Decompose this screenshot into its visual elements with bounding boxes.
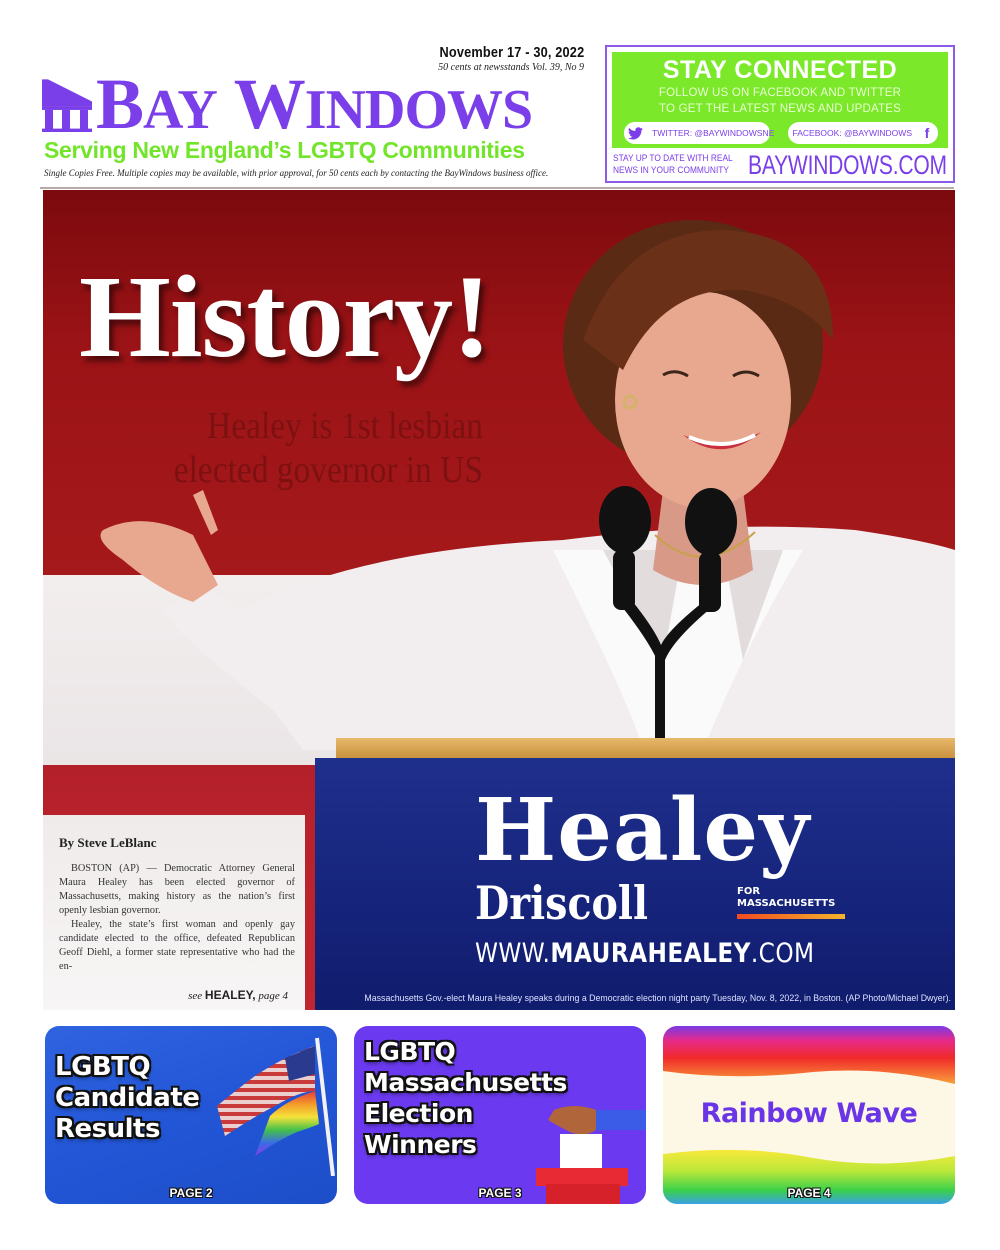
podium-url: WWW.MAURAHEALEY.COM [475,938,815,969]
article-jump-link[interactable]: see HEALEY, page 4 [188,988,288,1002]
teaser-page-label: PAGE 4 [787,1186,831,1200]
teaser-rainbow-wave[interactable] [663,1026,955,1204]
facebook-link[interactable] [788,122,938,144]
photo-caption: Massachusetts Gov.-elect Maura Healey speaks during a Democratic election night party Tuesday, Nov. 8, 2022, in Boston. (AP Photo/Michael Dwyer). [364,993,951,1003]
podium-name-healey: Healey [475,780,811,881]
facebook-handle: FACEBOOK: @BAYWINDOWS [792,128,912,138]
cover-subhead: Healey is 1st lesbian elected governor in US [173,405,484,491]
stay-connected-box [605,45,955,183]
article-paragraph: Healey, the state’s first woman and openly gay candidate elected to the office, defeated Republican Geoff Diehl, a former state representative who had the en- [59,919,295,972]
stay-connected-title: STAY CONNECTED [662,56,898,84]
article-body [59,862,295,974]
website-link[interactable]: BAYWINDOWS.COM [748,150,947,180]
teaser-title: Rainbow Wave [700,1098,918,1129]
stay-connected-line2: TO GET THE LATEST NEWS AND UPDATES [659,103,901,115]
cover-photo [43,190,955,1010]
masthead-divider [40,187,954,189]
masthead [40,40,590,185]
teaser-page-label: PAGE 2 [169,1186,213,1200]
podium-accent-bar [737,914,845,919]
facebook-icon: f [916,122,938,144]
article-byline: By Steve LeBlanc [59,835,157,850]
teaser-title: LGBTQ Massachusetts Election Winners [364,1037,567,1159]
tagline: Serving New England’s LGBTQ Communities [44,137,525,163]
stay-up-to-date-text: STAY UP TO DATE WITH REAL NEWS IN YOUR COMMUNITY [613,153,733,176]
disclaimer: Single Copies Free. Multiple copies may be available, with prior approval, for 50 cents each by contacting the BayWindows business office. [44,168,549,178]
twitter-icon [624,122,646,144]
twitter-link[interactable] [624,122,775,144]
twitter-handle: TWITTER: @BAYWINDOWSNE [652,128,775,138]
stay-connected-line1: FOLLOW US ON FACEBOOK AND TWITTER [658,87,902,99]
campaign-podium-sign [315,758,955,1010]
issue-date: November 17 - 30, 2022 [439,44,584,61]
podium-top [336,738,955,758]
bay-window-logo-icon [42,76,92,132]
cover-headline: History! [79,251,491,382]
issue-info: 50 cents at newsstands Vol. 39, No 9 [438,62,584,73]
teaser-election-winners[interactable] [354,1026,646,1204]
teaser-candidate-results[interactable] [45,1026,337,1204]
bay-windows-logo: BAY WINDOWS [96,64,533,144]
stay-connected-banner [612,52,948,148]
podium-name-driscoll: Driscoll [475,876,648,930]
teaser-title: LGBTQ Candidate Results [55,1052,200,1144]
teaser-page-label: PAGE 3 [478,1186,522,1200]
article-paragraph: BOSTON (AP) — Democratic Attorney General Maura Healey has been elected governor of Massachusetts, making history as the nation’s first openly lesbian governor. [59,863,295,916]
flags-illustration [215,1036,335,1176]
podium-for-massachusetts: FOR MASSACHUSETTS [737,886,836,909]
